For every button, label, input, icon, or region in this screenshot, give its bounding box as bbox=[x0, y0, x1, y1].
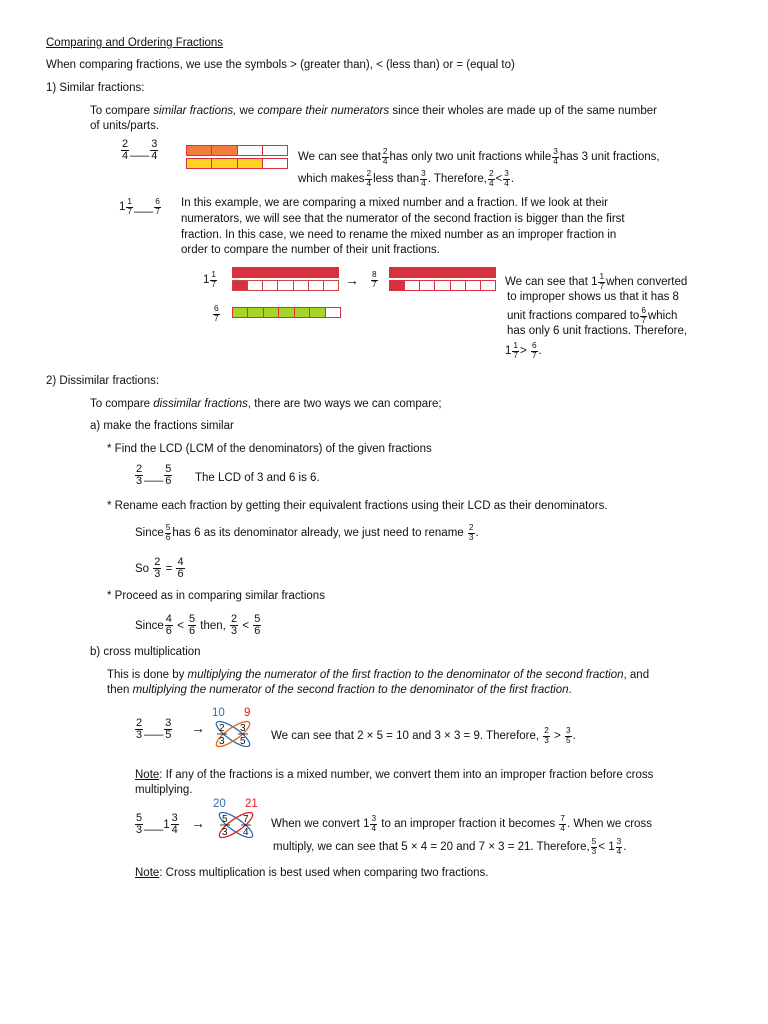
cross2-n1: 5 bbox=[222, 814, 228, 825]
ex2-bar-six-sevenths bbox=[232, 307, 341, 318]
ex1-explanation-1: We can see that $\frac{2}{4}$ has only two unit fractions while $\frac{3}{4}$ has 3 unit fractions, bbox=[298, 147, 660, 166]
similar-paragraph-2: of units/parts. bbox=[90, 120, 160, 132]
equivalent-text: So $\frac{2}{3}$ = $\frac{4}{6}$ bbox=[135, 556, 184, 581]
rename-text: Since $\frac{5}{6}$ has 6 as its denominator already, we just need to rename $\frac{2}{3}$ . bbox=[135, 523, 479, 542]
step-2: * Rename each fraction by getting their equivalent fractions using their LCD as their denominators. bbox=[107, 500, 608, 512]
cross2-text-2: multiply, we can see that 5 × 4 = 20 and 7 × 3 = 21. Therefore, $\frac{5}{3}$ < 1 $\frac{3}{4}$ . bbox=[273, 837, 627, 856]
ex2-arrow-icon: → bbox=[345, 272, 359, 288]
note-1: Note: If any of the fractions is a mixed number, we convert them into an improper fraction before cross bbox=[135, 769, 654, 781]
cross2-n2: 7 bbox=[243, 814, 249, 825]
cross2-left-product: 20 bbox=[213, 798, 226, 810]
cross1-right-product: 9 bbox=[244, 707, 251, 719]
ex2-text-3: fraction. In this case, we need to rename the mixed number as an improper fraction in bbox=[181, 229, 617, 241]
cross1-problem: $\frac{2}{3}$ ___ $\frac{3}{5}$ bbox=[136, 717, 172, 742]
dissimilar-paragraph: To compare dissimilar fractions, there are two ways we can compare; bbox=[90, 398, 442, 410]
cross1-left-product: 10 bbox=[212, 707, 225, 719]
intro-text: When comparing fractions, we use the symbols > (greater than), < (less than) or = (equal to) bbox=[46, 59, 515, 71]
ex2-improper-label: $\frac{8}{7}$ bbox=[372, 270, 377, 289]
ex2-bar-whole bbox=[232, 267, 339, 278]
ex2-bar-one-seventh-extra bbox=[389, 280, 496, 291]
ex2-bar-seven-sevenths bbox=[389, 267, 496, 278]
ex2-right-1: We can see that 1 $\frac{1}{7}$ when converted bbox=[505, 272, 688, 291]
similar-heading: 1) Similar fractions: bbox=[46, 82, 145, 94]
page-title: Comparing and Ordering Fractions bbox=[46, 37, 224, 49]
cross2-diagram bbox=[214, 810, 258, 840]
method-a-heading: a) make the fractions similar bbox=[90, 420, 234, 432]
cross1-d2: 5 bbox=[240, 736, 246, 747]
similar-paragraph: To compare similar fractions, we compare their numerators since their wholes are made up of the same number bbox=[90, 105, 657, 117]
cross1-n1: 2 bbox=[219, 723, 225, 734]
cross2-problem: $\frac{5}{3}$ ___1 $\frac{3}{4}$ bbox=[136, 812, 178, 837]
cross1-diagram bbox=[211, 719, 255, 749]
cross1-n2: 3 bbox=[240, 723, 246, 734]
ex1-bar-three-fourths bbox=[186, 158, 288, 169]
cross2-text-1: When we convert 1 $\frac{3}{4}$ to an improper fraction it becomes $\frac{7}{4}$ . When we cross bbox=[271, 814, 652, 833]
ex2-text-2: numerators, we will see that the numerator of the second fraction is bigger than the first bbox=[181, 213, 625, 225]
compare-result: Since $\frac{4}{6}$ < $\frac{5}{6}$ then, $\frac{2}{3}$ < $\frac{5}{6}$ bbox=[135, 613, 261, 638]
method-b-heading: b) cross multiplication bbox=[90, 646, 201, 658]
note-2: Note: Cross multiplication is best used when comparing two fractions. bbox=[135, 867, 489, 879]
cross1-d1: 3 bbox=[219, 736, 225, 747]
cross-explanation-1: This is done by multiplying the numerator of the first fraction to the denominator of the second fraction, and bbox=[107, 669, 650, 681]
step-3: * Proceed as in comparing similar fractions bbox=[107, 590, 325, 602]
cross2-right-product: 21 bbox=[245, 798, 258, 810]
lcd-text: The LCD of 3 and 6 is 6. bbox=[195, 472, 320, 484]
ex2-right-5: 1 $\frac{1}{7}$ > $\frac{6}{7}$ . bbox=[505, 341, 542, 360]
cross1-arrow-icon: → bbox=[191, 720, 205, 736]
ex2-right-4: has only 6 unit fractions. Therefore, bbox=[507, 325, 688, 337]
lcd-example: $\frac{2}{3}$ ___ $\frac{5}{6}$ bbox=[136, 463, 172, 488]
cross-explanation-2: then multiplying the numerator of the second fraction to the denominator of the first fraction. bbox=[107, 684, 572, 696]
ex2-problem: 1 $\frac{1}{7}$ ___ $\frac{6}{7}$ bbox=[119, 197, 160, 216]
cross1-text: We can see that 2 × 5 = 10 and 3 × 3 = 9. Therefore, $\frac{2}{3}$ > $\frac{3}{5}$ . bbox=[271, 726, 576, 745]
cross2-arrow-icon: → bbox=[191, 815, 205, 831]
cross2-d2: 4 bbox=[243, 827, 249, 838]
ex1-bar-two-fourths bbox=[186, 145, 288, 156]
ex2-six-sevenths-label: $\frac{6}{7}$ bbox=[214, 304, 219, 323]
ex2-text-1: In this example, we are comparing a mixed number and a fraction. If we look at their bbox=[181, 197, 608, 209]
ex2-text-4: order to compare the number of their unit fractions. bbox=[181, 244, 440, 256]
ex1-problem: $\frac{2}{4}$ ___ $\frac{3}{4}$ bbox=[122, 138, 158, 163]
ex2-mixed-label: 1 $\frac{1}{7}$ bbox=[203, 270, 217, 289]
note-1-cont: multiplying. bbox=[135, 784, 193, 796]
ex2-right-3: unit fractions compared to $\frac{6}{7}$ which bbox=[507, 306, 678, 325]
step-1: * Find the LCD (LCM of the denominators) of the given fractions bbox=[107, 443, 432, 455]
cross2-d1: 3 bbox=[222, 827, 228, 838]
ex2-bar-one-seventh bbox=[232, 280, 339, 291]
dissimilar-heading: 2) Dissimilar fractions: bbox=[46, 375, 160, 387]
ex2-right-2: to improper shows us that it has 8 bbox=[507, 291, 679, 303]
ex1-explanation-2: which makes $\frac{2}{4}$ less than $\frac{3}{4}$ . Therefore, $\frac{2}{4}$ < $\frac{3}{4}$ . bbox=[298, 169, 515, 188]
